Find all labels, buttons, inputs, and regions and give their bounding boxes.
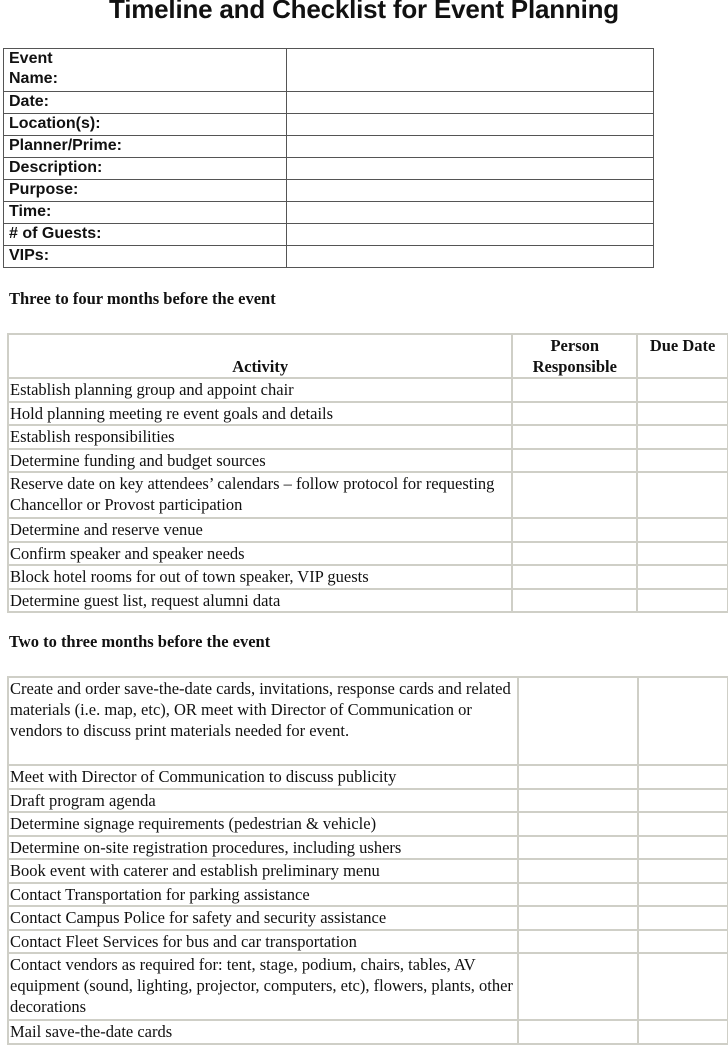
page-title: Timeline and Checklist for Event Planning bbox=[109, 0, 619, 24]
due-date-cell[interactable] bbox=[638, 812, 728, 836]
table-row bbox=[8, 402, 728, 426]
due-date-cell[interactable] bbox=[637, 472, 728, 518]
table-row bbox=[8, 930, 728, 954]
vips-field[interactable] bbox=[287, 246, 654, 268]
person-cell[interactable] bbox=[512, 565, 637, 589]
person-cell[interactable] bbox=[518, 789, 639, 813]
person-cell[interactable] bbox=[512, 518, 637, 542]
info-row-date bbox=[4, 92, 654, 114]
table-row bbox=[8, 472, 728, 518]
field-label bbox=[4, 49, 287, 92]
person-cell[interactable] bbox=[512, 542, 637, 566]
person-cell[interactable] bbox=[518, 836, 639, 860]
column-header-person: Person Responsible bbox=[512, 334, 637, 378]
activity-cell: Create and order save-the-date cards, invitations, response cards and related materials (i.e. map, etc), OR meet with Director of Communication or vendors to discuss print materials needed for event. bbox=[8, 677, 518, 765]
person-cell[interactable] bbox=[518, 859, 639, 883]
column-header-activity: Activity bbox=[8, 334, 512, 378]
event-info-table bbox=[3, 48, 654, 268]
planner-field[interactable] bbox=[287, 136, 654, 158]
info-row-location bbox=[4, 114, 654, 136]
activity-cell: Hold planning meeting re event goals and details bbox=[8, 402, 512, 426]
due-date-cell[interactable] bbox=[638, 906, 728, 930]
due-date-cell[interactable] bbox=[637, 402, 728, 426]
activity-cell: Establish planning group and appoint chair bbox=[8, 378, 512, 402]
field-label: Location(s): bbox=[4, 114, 287, 136]
table-row bbox=[8, 789, 728, 813]
guests-field[interactable] bbox=[287, 224, 654, 246]
activity-cell: Contact vendors as required for: tent, stage, podium, chairs, tables, AV equipment (sound, lighting, projector, computers, etc), flowers, plants, other decorations bbox=[8, 953, 518, 1020]
due-date-cell[interactable] bbox=[638, 836, 728, 860]
field-label: Planner/Prime: bbox=[4, 136, 287, 158]
activity-cell: Reserve date on key attendees’ calendars – follow protocol for requesting Chancellor or Provost participation bbox=[8, 472, 512, 518]
activity-cell: Establish responsibilities bbox=[8, 425, 512, 449]
due-date-cell[interactable] bbox=[638, 930, 728, 954]
table-row bbox=[8, 425, 728, 449]
field-label: Description: bbox=[4, 158, 287, 180]
person-cell[interactable] bbox=[518, 883, 639, 907]
activity-cell: Block hotel rooms for out of town speaker, VIP guests bbox=[8, 565, 512, 589]
person-cell[interactable] bbox=[512, 472, 637, 518]
due-date-cell[interactable] bbox=[638, 1020, 728, 1044]
info-row-time bbox=[4, 202, 654, 224]
person-cell[interactable] bbox=[512, 378, 637, 402]
table-row bbox=[8, 859, 728, 883]
activity-cell: Determine on-site registration procedures, including ushers bbox=[8, 836, 518, 860]
person-cell[interactable] bbox=[518, 1020, 639, 1044]
due-date-cell[interactable] bbox=[638, 765, 728, 789]
due-date-cell[interactable] bbox=[638, 953, 728, 1020]
person-cell[interactable] bbox=[518, 765, 639, 789]
checklist-table-three-to-four-months bbox=[7, 333, 728, 613]
person-cell[interactable] bbox=[512, 425, 637, 449]
due-date-cell[interactable] bbox=[637, 425, 728, 449]
due-date-cell[interactable] bbox=[638, 883, 728, 907]
activity-cell: Contact Fleet Services for bus and car transportation bbox=[8, 930, 518, 954]
person-cell[interactable] bbox=[512, 589, 637, 613]
activity-cell: Determine funding and budget sources bbox=[8, 449, 512, 473]
due-date-cell[interactable] bbox=[638, 789, 728, 813]
table-row bbox=[8, 836, 728, 860]
table-row bbox=[8, 812, 728, 836]
info-row-event-name bbox=[4, 49, 654, 92]
table-row bbox=[8, 883, 728, 907]
section-heading: Two to three months before the event bbox=[9, 632, 271, 651]
due-date-cell[interactable] bbox=[637, 518, 728, 542]
person-cell[interactable] bbox=[518, 812, 639, 836]
field-label: VIPs: bbox=[4, 246, 287, 268]
info-row-vips bbox=[4, 246, 654, 268]
table-row bbox=[8, 518, 728, 542]
activity-cell: Determine signage requirements (pedestrian & vehicle) bbox=[8, 812, 518, 836]
due-date-cell[interactable] bbox=[637, 449, 728, 473]
field-label: Time: bbox=[4, 202, 287, 224]
due-date-cell[interactable] bbox=[638, 677, 728, 765]
field-label: # of Guests: bbox=[4, 224, 287, 246]
due-date-cell[interactable] bbox=[637, 589, 728, 613]
activity-cell: Book event with caterer and establish preliminary menu bbox=[8, 859, 518, 883]
activity-cell: Determine guest list, request alumni data bbox=[8, 589, 512, 613]
location-field[interactable] bbox=[287, 114, 654, 136]
info-row-guests bbox=[4, 224, 654, 246]
field-label: Date: bbox=[4, 92, 287, 114]
activity-cell: Contact Transportation for parking assistance bbox=[8, 883, 518, 907]
due-date-cell[interactable] bbox=[638, 859, 728, 883]
field-label: Purpose: bbox=[4, 180, 287, 202]
time-field[interactable] bbox=[287, 202, 654, 224]
table-row bbox=[8, 589, 728, 613]
person-cell[interactable] bbox=[518, 953, 639, 1020]
event-name-field[interactable] bbox=[287, 49, 654, 92]
info-row-description bbox=[4, 158, 654, 180]
due-date-cell[interactable] bbox=[637, 565, 728, 589]
table-row bbox=[8, 677, 728, 765]
due-date-cell[interactable] bbox=[637, 378, 728, 402]
activity-cell: Meet with Director of Communication to discuss publicity bbox=[8, 765, 518, 789]
person-cell[interactable] bbox=[518, 677, 639, 765]
date-field[interactable] bbox=[287, 92, 654, 114]
due-date-cell[interactable] bbox=[637, 542, 728, 566]
activity-cell: Draft program agenda bbox=[8, 789, 518, 813]
table-row bbox=[8, 953, 728, 1020]
person-cell[interactable] bbox=[512, 402, 637, 426]
activity-cell: Confirm speaker and speaker needs bbox=[8, 542, 512, 566]
table-row bbox=[8, 765, 728, 789]
table-header-row bbox=[8, 334, 728, 378]
person-cell[interactable] bbox=[518, 906, 639, 930]
column-header-due-date: Due Date bbox=[637, 334, 728, 378]
table-row bbox=[8, 449, 728, 473]
info-row-purpose bbox=[4, 180, 654, 202]
activity-cell: Mail save-the-date cards bbox=[8, 1020, 518, 1044]
table-row bbox=[8, 542, 728, 566]
table-row bbox=[8, 1020, 728, 1044]
checklist-table-two-to-three-months bbox=[7, 676, 728, 1045]
table-row bbox=[8, 906, 728, 930]
section-heading: Three to four months before the event bbox=[9, 289, 276, 308]
info-row-planner bbox=[4, 136, 654, 158]
person-cell[interactable] bbox=[518, 930, 639, 954]
purpose-field[interactable] bbox=[287, 180, 654, 202]
activity-cell: Determine and reserve venue bbox=[8, 518, 512, 542]
description-field[interactable] bbox=[287, 158, 654, 180]
person-cell[interactable] bbox=[512, 449, 637, 473]
activity-cell: Contact Campus Police for safety and security assistance bbox=[8, 906, 518, 930]
table-row bbox=[8, 565, 728, 589]
table-row bbox=[8, 378, 728, 402]
field-label-text: Event Name: bbox=[9, 50, 58, 87]
